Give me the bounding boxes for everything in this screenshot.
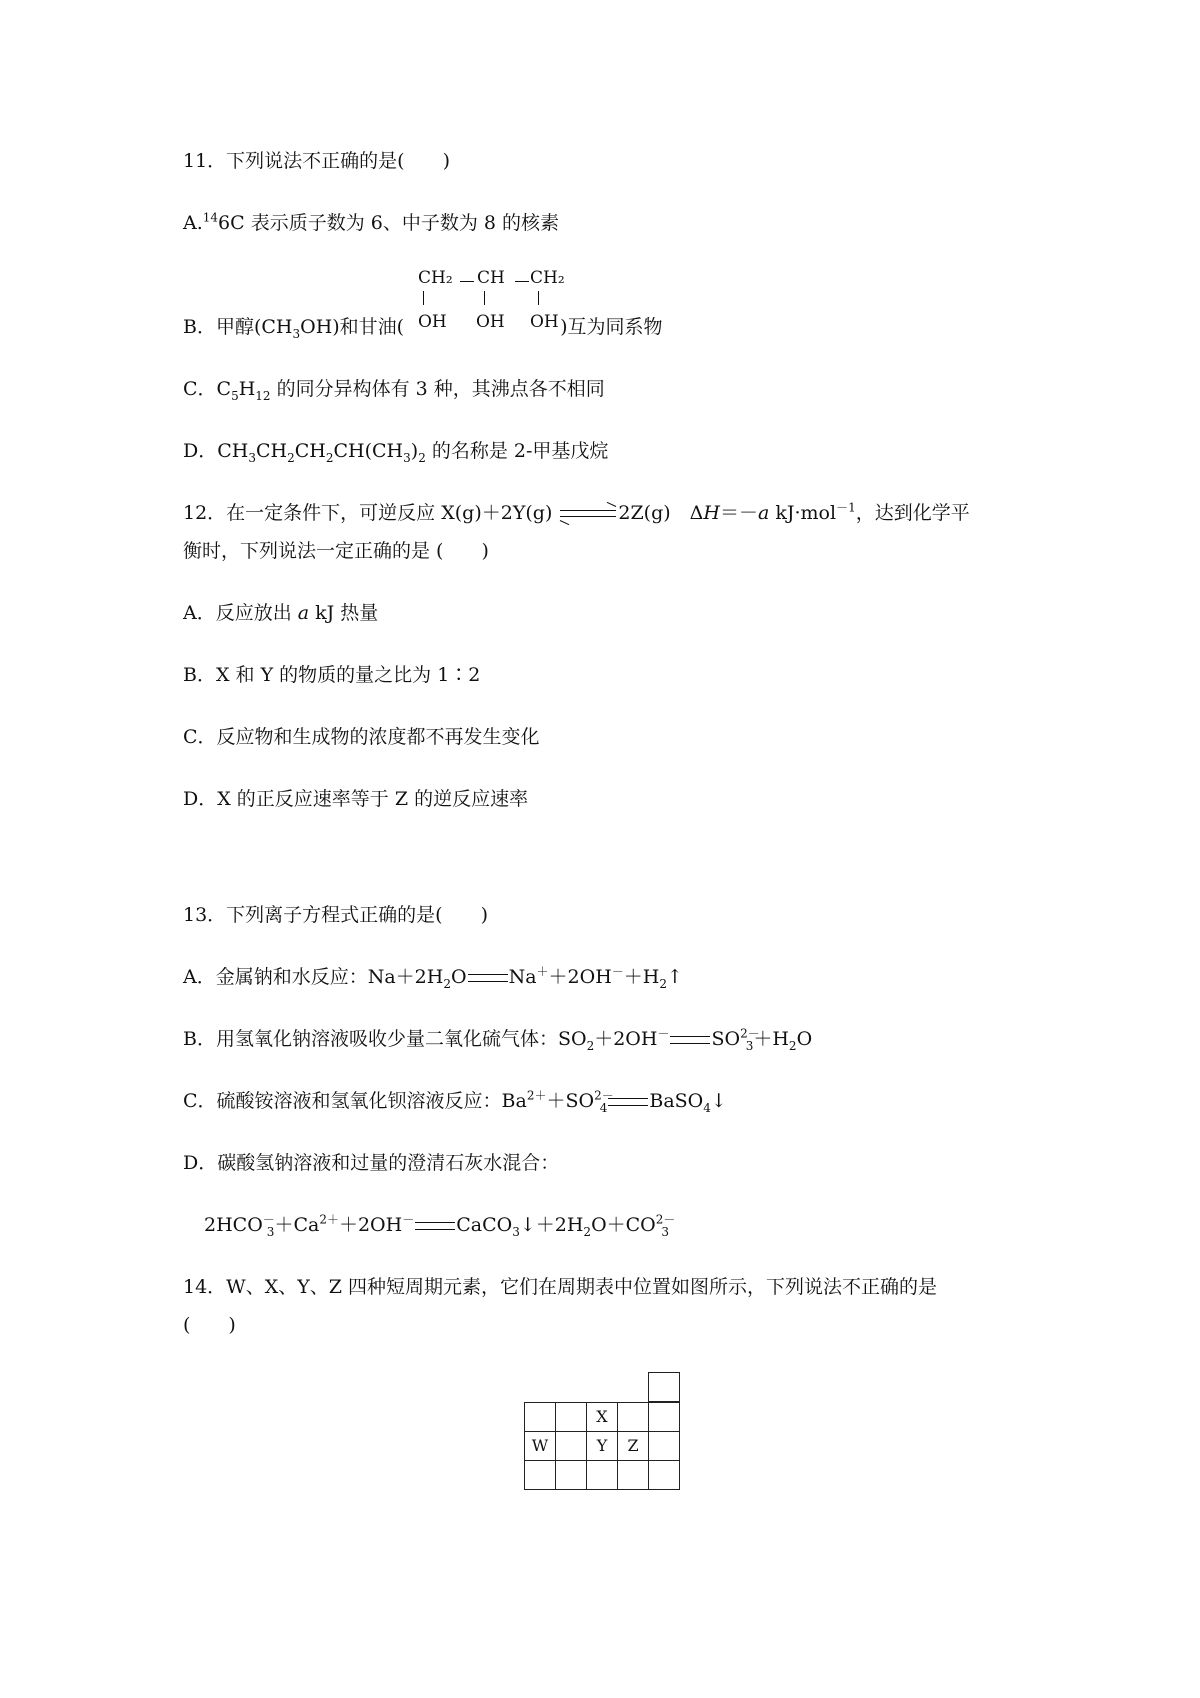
bond-line — [538, 291, 539, 305]
table-cell-z: Z — [617, 1431, 649, 1461]
q12-option-d: D．X 的正反应速率等于 Z 的逆反应速率 — [183, 788, 529, 810]
table-cell — [648, 1431, 680, 1461]
q14-stem-line2: ( ) — [183, 1314, 236, 1336]
q12-stem-line1: 12．在一定条件下，可逆反应 X(g)＋2Y(g) 2Z(g) ΔH＝－a kJ·mol$^{-1}$，达到化学平 — [183, 500, 970, 524]
q13-option-c: C．硫酸铵溶液和氢氧化钡溶液反应：$Ba^{2+}+SO^{2-}_4$ BaSO$_4$↓ — [183, 1088, 727, 1115]
equals-sign-icon — [415, 1222, 455, 1230]
table-cell — [617, 1460, 649, 1490]
q13-stem: 13．下列离子方程式正确的是( ) — [183, 904, 489, 926]
equilibrium-arrow-icon — [560, 508, 616, 520]
bond-line — [423, 291, 424, 305]
table-cell — [617, 1402, 649, 1432]
table-cell — [555, 1460, 587, 1490]
q13-option-b: B．用氢氧化钠溶液吸收少量二氧化硫气体：$SO_2+2OH^-$ $SO^{2-}_3+H_2O$ — [183, 1026, 813, 1053]
q14-stem-line1: 14．W、X、Y、Z 四种短周期元素，它们在周期表中位置如图所示，下列说法不正确的是 — [183, 1276, 938, 1298]
table-cell — [555, 1402, 587, 1432]
q11-option-c: C．$C_5H_{12}$ 的同分异构体有 3 种，其沸点各不相同 — [183, 378, 605, 403]
equals-sign-icon — [608, 1098, 648, 1106]
q11-option-b: B．甲醇$(CH_3OH)$和甘油( )互为同系物 — [183, 316, 663, 341]
table-cell — [648, 1402, 680, 1432]
bond-line — [515, 281, 529, 282]
table-cell — [648, 1460, 680, 1490]
q12-option-c: C．反应物和生成物的浓度都不再发生变化 — [183, 726, 540, 748]
q12-option-a: A．反应放出 a kJ 热量 — [183, 602, 379, 624]
table-cell — [555, 1431, 587, 1461]
q11-stem: 11．下列说法不正确的是( ) — [183, 150, 451, 172]
q11-option-d: D．$CH_3CH_2CH_2CH(CH_3)_2$ 的名称是 2-甲基戊烷 — [183, 440, 609, 465]
glycerol-structure: CH₂ CH CH₂ OH OH OH — [418, 268, 565, 332]
equals-sign-icon — [670, 1036, 710, 1044]
table-cell-y: Y — [586, 1431, 618, 1461]
bond-line — [484, 291, 485, 305]
q13-option-d: D．碳酸氢钠溶液和过量的澄清石灰水混合： — [183, 1152, 560, 1174]
table-cell — [524, 1460, 556, 1490]
q11-option-a: A.$^{14}$6C 表示质子数为 6、中子数为 8 的核素 — [183, 210, 560, 234]
table-cell — [648, 1372, 680, 1402]
table-cell — [524, 1402, 556, 1432]
equals-sign-icon — [468, 974, 508, 982]
table-cell — [586, 1460, 618, 1490]
table-cell-x: X — [586, 1402, 618, 1432]
q13-option-a: A．金属钠和水反应：$Na+2H_2O$ $Na^++2OH^-+H_2↑$ — [183, 964, 683, 991]
bond-line — [460, 281, 474, 282]
q12-option-b: B．X 和 Y 的物质的量之比为 1∶2 — [183, 664, 481, 686]
q13-option-d-equation: $2HCO^-_3+Ca^{2+}+2OH^-$ $CaCO_3↓+2H_2O+CO^{2-}_3$ — [204, 1212, 676, 1239]
q12-stem-line2: 衡时，下列说法一定正确的是 ( ) — [183, 540, 489, 562]
table-cell-w: W — [524, 1431, 556, 1461]
